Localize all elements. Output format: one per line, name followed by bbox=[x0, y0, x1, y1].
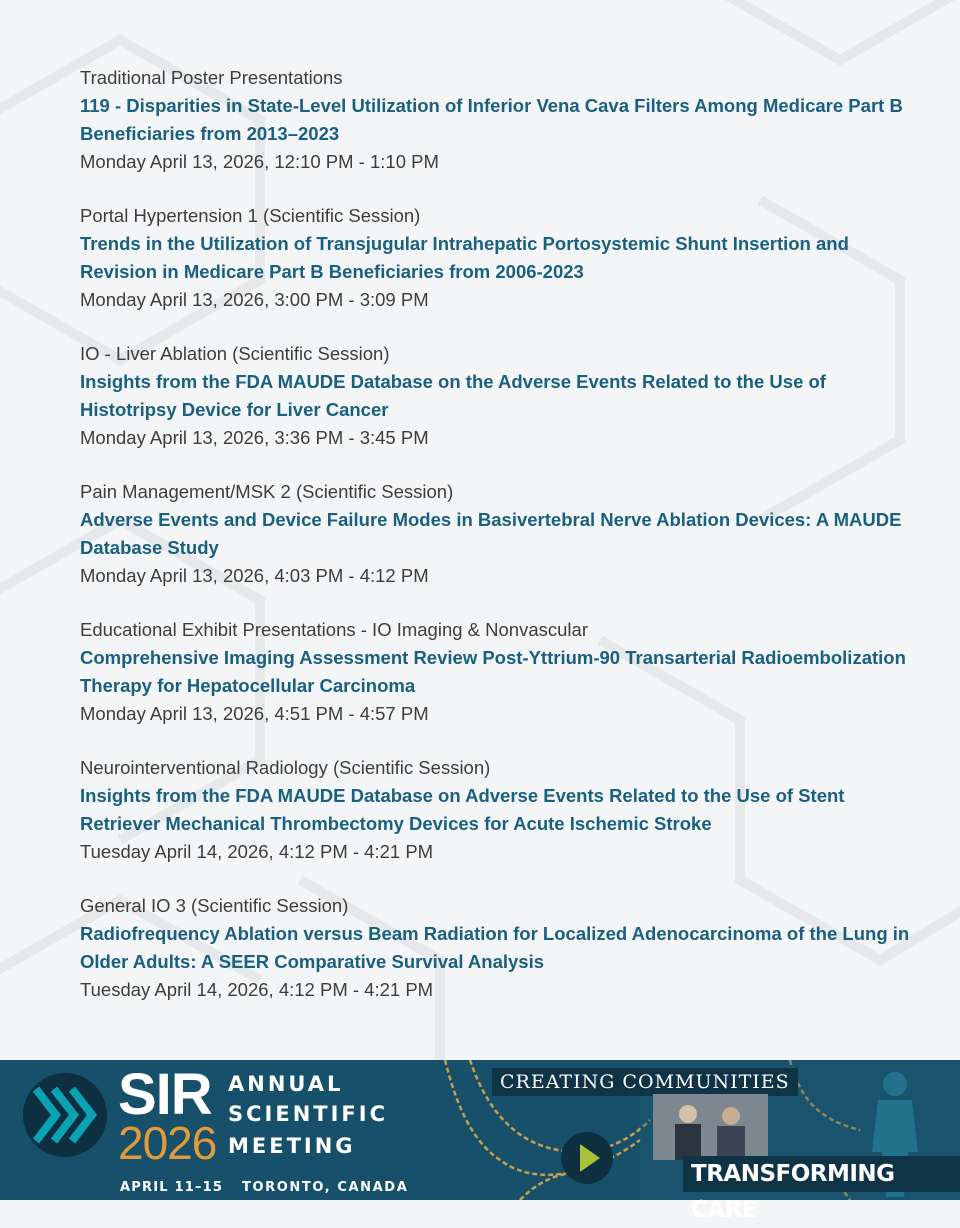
tagline-transforming-care: TRANSFORMING CARE bbox=[683, 1156, 960, 1192]
session-title-link[interactable]: Trends in the Utilization of Transjugular Intrahepatic Portosystemic Shunt Insertion and Revision in Medicare Part B Beneficiaries from 2006-2023 bbox=[80, 233, 849, 282]
session-item bbox=[80, 64, 920, 176]
session-item bbox=[80, 478, 920, 590]
session-time: Monday April 13, 2026, 12:10 PM - 1:10 PM bbox=[80, 151, 439, 172]
session-title-link[interactable]: Radiofrequency Ablation versus Beam Radiation for Localized Adenocarcinoma of the Lung in Older Adults: A SEER Comparative Survival Analysis bbox=[80, 923, 910, 972]
session-title-link[interactable]: Insights from the FDA MAUDE Database on Adverse Events Related to the Use of Stent Retriever Mechanical Thrombectomy Devices for Acute Ischemic Stroke bbox=[80, 785, 845, 834]
session-time: Tuesday April 14, 2026, 4:12 PM - 4:21 PM bbox=[80, 979, 434, 1000]
session-category: Educational Exhibit Presentations - IO Imaging & Nonvascular bbox=[80, 619, 588, 640]
people-photo bbox=[653, 1094, 768, 1160]
chevron-arrows-icon bbox=[22, 1063, 108, 1167]
play-icon[interactable] bbox=[560, 1131, 614, 1185]
sir-logo-text: SIR bbox=[118, 1062, 212, 1127]
session-title-link[interactable]: Comprehensive Imaging Assessment Review Post-Yttrium-90 Transarterial Radioembolization Therapy for Hepatocellular Carcinoma bbox=[80, 647, 906, 696]
session-item bbox=[80, 754, 920, 866]
meeting-label: MEETING bbox=[228, 1134, 356, 1158]
session-title-link[interactable]: 119 - Disparities in State-Level Utilization of Inferior Vena Cava Filters Among Medicare Part B Beneficiaries from 2013–2023 bbox=[80, 95, 903, 144]
session-category: Pain Management/MSK 2 (Scientific Session) bbox=[80, 481, 454, 502]
session-time: Monday April 13, 2026, 4:51 PM - 4:57 PM bbox=[80, 703, 429, 724]
session-item bbox=[80, 616, 920, 728]
meeting-location: TORONTO, CANADA bbox=[242, 1180, 409, 1195]
scientific-label: SCIENTIFIC bbox=[228, 1102, 388, 1126]
session-time: Monday April 13, 2026, 3:36 PM - 3:45 PM bbox=[80, 427, 429, 448]
session-title-link[interactable]: Adverse Events and Device Failure Modes in Basivertebral Nerve Ablation Devices: A MAUDE Database Study bbox=[80, 509, 902, 558]
session-category: General IO 3 (Scientific Session) bbox=[80, 895, 349, 916]
session-category: Portal Hypertension 1 (Scientific Session) bbox=[80, 205, 421, 226]
session-item bbox=[80, 202, 920, 314]
session-time: Monday April 13, 2026, 4:03 PM - 4:12 PM bbox=[80, 565, 429, 586]
tagline-creating-communities: CREATING COMMUNITIES bbox=[492, 1068, 798, 1096]
session-title-link[interactable]: Insights from the FDA MAUDE Database on the Adverse Events Related to the Use of Histotripsy Device for Liver Cancer bbox=[80, 371, 826, 420]
annual-label: ANNUAL bbox=[228, 1072, 344, 1096]
meeting-dates: APRIL 11–15 bbox=[120, 1180, 224, 1195]
session-time: Monday April 13, 2026, 3:00 PM - 3:09 PM bbox=[80, 289, 429, 310]
session-category: Traditional Poster Presentations bbox=[80, 67, 343, 88]
session-list bbox=[80, 64, 920, 1030]
session-category: Neurointerventional Radiology (Scientific Session) bbox=[80, 757, 491, 778]
session-time: Tuesday April 14, 2026, 4:12 PM - 4:21 PM bbox=[80, 841, 434, 862]
session-item bbox=[80, 340, 920, 452]
year-text: 2026 bbox=[118, 1117, 217, 1169]
session-category: IO - Liver Ablation (Scientific Session) bbox=[80, 343, 390, 364]
session-item bbox=[80, 892, 920, 1004]
